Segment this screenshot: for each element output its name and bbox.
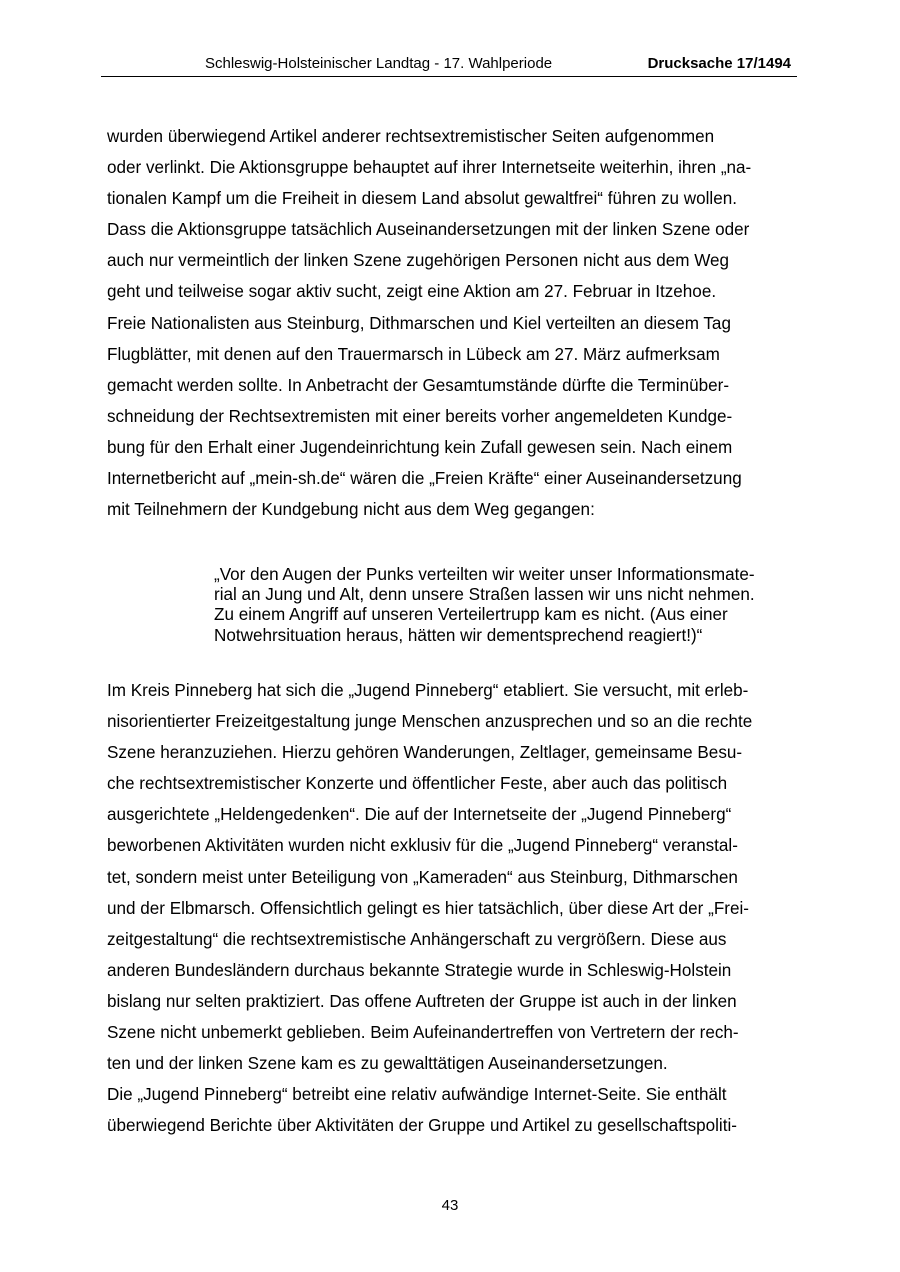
text-line: Im Kreis Pinneberg hat sich die „Jugend Pinneberg“ etabliert. Sie versucht, mit erleb-: [107, 681, 749, 700]
text-line: ausgerichtete „Heldengedenken“. Die auf der Internetseite der „Jugend Pinneberg“: [107, 805, 732, 825]
text-line: geht und teilweise sogar aktiv sucht, zeigt eine Aktion am 27. Februar in Itzehoe.: [107, 282, 717, 302]
paragraph-2: [107, 675, 797, 1141]
page-header: [101, 52, 797, 77]
header-title: Schleswig-Holsteinischer Landtag - 17. Wahlperiode: [205, 55, 553, 72]
document-number: Drucksache 17/1494: [647, 55, 791, 72]
text-line: oder verlinkt. Die Aktionsgruppe behauptet auf ihrer Internetseite weiterhin, ihren „na-: [107, 158, 752, 178]
paragraph-1: [107, 121, 797, 525]
text-line: Freie Nationalisten aus Steinburg, Dithmarschen und Kiel verteilten an diesem Tag: [107, 313, 731, 333]
text-line: bung für den Erhalt einer Jugendeinrichtung kein Zufall gewesen sein. Nach einem: [107, 437, 733, 457]
text-line: zeitgestaltung“ die rechtsextremistische Anhängerschaft zu vergrößern. Diese aus: [107, 929, 727, 949]
quote-line: Notwehrsituation heraus, hätten wir dementsprechend reagiert!)“: [214, 625, 703, 645]
block-quote: [214, 565, 797, 646]
text-line: schneidung der Rechtsextremisten mit einer bereits vorher angemeldeten Kundge-: [107, 406, 733, 426]
text-line: Szene heranzuziehen. Hierzu gehören Wanderungen, Zeltlager, gemeinsame Besu-: [107, 743, 743, 763]
quote-line: rial an Jung und Alt, denn unsere Straßen lassen wir uns nicht nehmen.: [214, 585, 755, 605]
text-line: che rechtsextremistischer Konzerte und öffentlicher Feste, aber auch das politisch: [107, 774, 728, 794]
text-line: anderen Bundesländern durchaus bekannte Strategie wurde in Schleswig-Holstein: [107, 960, 732, 980]
text-line: Szene nicht unbemerkt geblieben. Beim Aufeinandertreffen von Vertretern der rech-: [107, 1023, 739, 1043]
quote-line: „Vor den Augen der Punks verteilten wir weiter unser Informationsmate-: [214, 565, 755, 584]
text-line: überwiegend Berichte über Aktivitäten der Gruppe und Artikel zu gesellschaftspoliti-: [107, 1116, 737, 1136]
text-line: Flugblätter, mit denen auf den Trauermarsch in Lübeck am 27. März aufmerksam: [107, 344, 720, 364]
text-line: mit Teilnehmern der Kundgebung nicht aus dem Weg gegangen:: [107, 500, 595, 520]
text-line: nisorientierter Freizeitgestaltung junge Menschen anzusprechen und so an die rechte: [107, 712, 753, 732]
text-line: gemacht werden sollte. In Anbetracht der Gesamtumstände dürfte die Terminüber-: [107, 375, 730, 395]
text-line: Dass die Aktionsgruppe tatsächlich Auseinandersetzungen mit der linken Szene oder: [107, 220, 750, 240]
page-number: 43: [441, 1197, 459, 1214]
text-line: beworbenen Aktivitäten wurden nicht exklusiv für die „Jugend Pinneberg“ veranstal-: [107, 836, 738, 856]
text-line: und der Elbmarsch. Offensichtlich gelingt es hier tatsächlich, über diese Art der „Frei-: [107, 898, 749, 918]
text-line: tet, sondern meist unter Beteiligung von „Kameraden“ aus Steinburg, Dithmarschen: [107, 867, 738, 887]
text-line: auch nur vermeintlich der linken Szene zugehörigen Personen nicht aus dem Weg: [107, 251, 730, 271]
text-line: Die „Jugend Pinneberg“ betreibt eine relativ aufwändige Internet-Seite. Sie enthält: [107, 1085, 727, 1105]
text-line: ten und der linken Szene kam es zu gewalttätigen Auseinandersetzungen.: [107, 1054, 668, 1074]
text-line: tionalen Kampf um die Freiheit in diesem Land absolut gewaltfrei“ führen zu wollen.: [107, 189, 737, 209]
text-line: bislang nur selten praktiziert. Das offene Auftreten der Gruppe ist auch in der linken: [107, 991, 737, 1011]
text-line: wurden überwiegend Artikel anderer rechtsextremistischer Seiten aufgenommen: [107, 127, 715, 146]
text-line: Internetbericht auf „mein-sh.de“ wären die „Freien Kräfte“ einer Auseinandersetzung: [107, 469, 742, 489]
quote-line: Zu einem Angriff auf unseren Verteilertrupp kam es nicht. (Aus einer: [214, 605, 728, 625]
